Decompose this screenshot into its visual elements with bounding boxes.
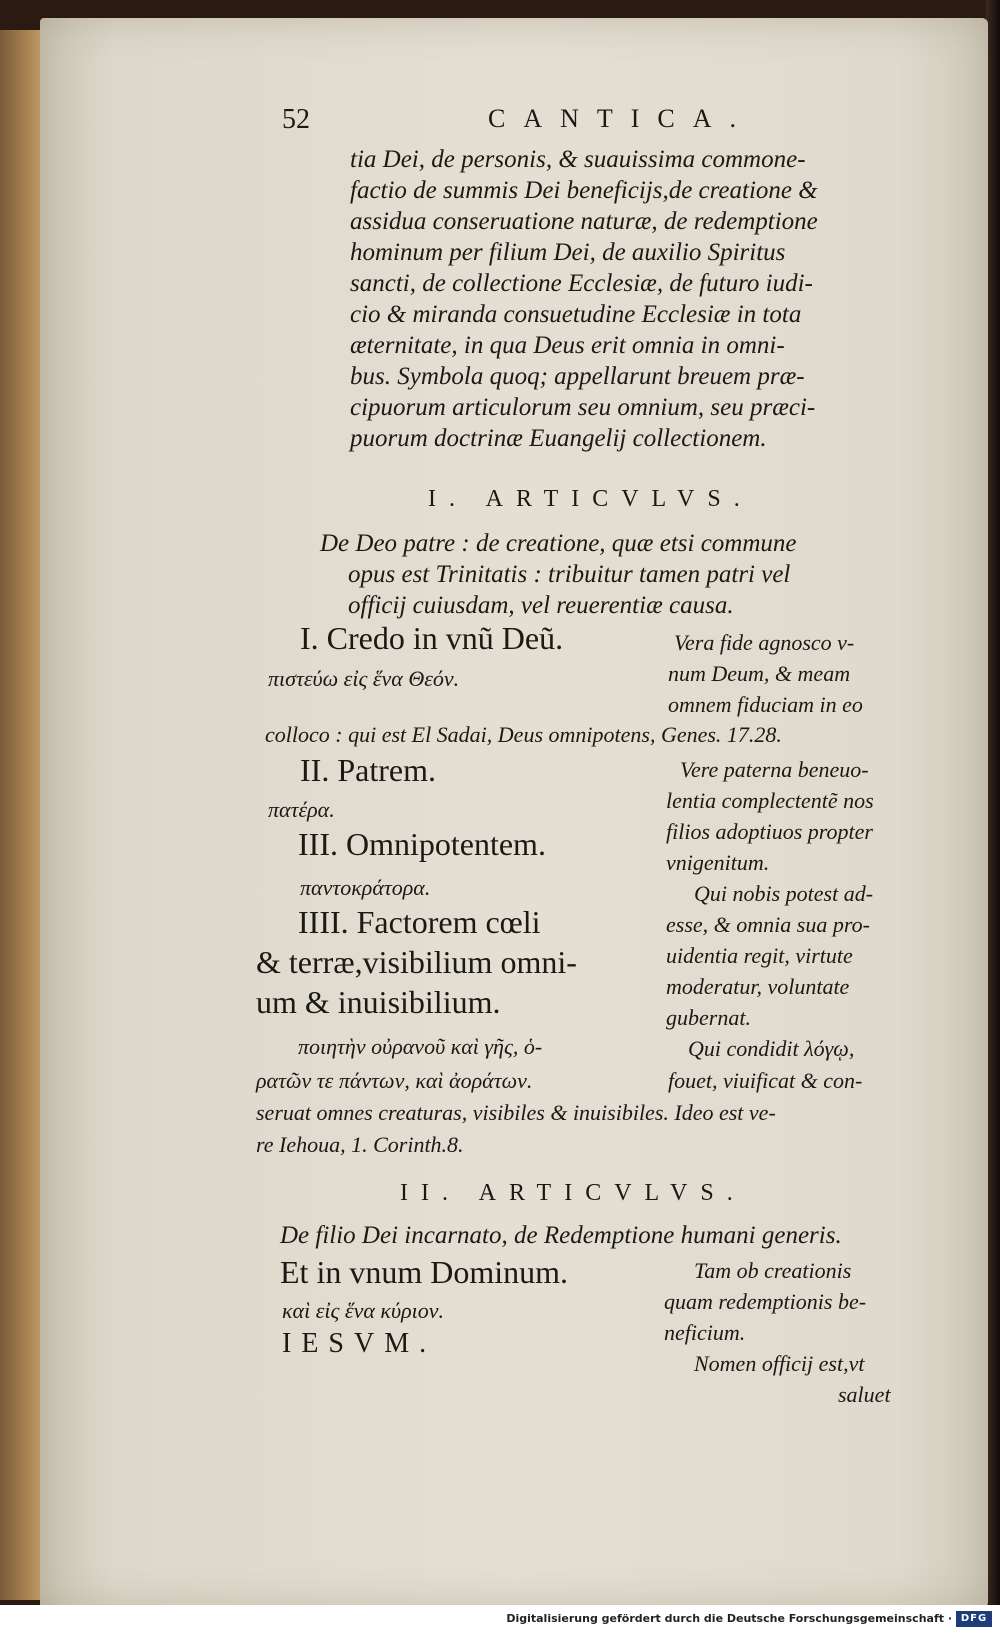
gloss-line: vnigenitum. bbox=[666, 850, 770, 875]
article-2-summary: De filio Dei incarnato, de Redemptione humani generis. bbox=[280, 1222, 842, 1249]
digitization-footer bbox=[0, 1605, 1000, 1635]
page-number: 52 bbox=[282, 104, 310, 135]
intro-line: sancti, de collectione Ecclesiæ, de futuro iudi- bbox=[350, 270, 813, 297]
gloss-line: Nomen officij est,vt bbox=[694, 1351, 865, 1376]
gloss-line: filios adoptiuos propter bbox=[666, 819, 873, 844]
gloss-line: Qui condidit λόγῳ, bbox=[688, 1036, 855, 1061]
creed-patrem: II. Patrem. bbox=[300, 752, 436, 788]
creed-credo-greek: πιστεύω εἰς ἕνα Θεόν. bbox=[268, 666, 460, 691]
article-1-heading: I. ARTICVLVS. bbox=[428, 486, 753, 512]
dfg-logo: DFG bbox=[956, 1611, 992, 1627]
creed-patrem-greek: πατέρα. bbox=[268, 797, 335, 822]
article-1-summary: De Deo patre : de creatione, quæ etsi commune bbox=[320, 530, 797, 557]
creed-factorem-greek: ποιητὴν οὐρανοῦ καὶ γῆς, ὁ- bbox=[298, 1034, 543, 1059]
intro-line: cio & miranda consuetudine Ecclesiæ in tota bbox=[350, 301, 802, 328]
intro-line: æternitate, in qua Deus erit omnia in omni- bbox=[350, 332, 785, 359]
intro-line: puorum doctrinæ Euangelij collectionem. bbox=[350, 425, 767, 452]
creed-iesum: IESVM. bbox=[282, 1328, 437, 1359]
gloss-line: neficium. bbox=[664, 1320, 746, 1345]
intro-line: tia Dei, de personis, & suauissima commone- bbox=[350, 146, 806, 173]
creed-et-in-unum: Et in vnum Dominum. bbox=[280, 1254, 568, 1290]
article-1-summary: officij cuiusdam, vel reuerentiæ causa. bbox=[348, 592, 734, 619]
gloss-line: num Deum, & meam bbox=[668, 661, 851, 686]
creed-et-in-unum-greek: καὶ εἰς ἕνα κύριον. bbox=[282, 1298, 445, 1323]
gloss-line: omnem fiduciam in eo bbox=[668, 692, 863, 717]
gloss-line: Qui nobis potest ad- bbox=[694, 881, 874, 906]
creed-factorem: IIII. Factorem cœli bbox=[298, 904, 541, 940]
creed-factorem-greek: ρατῶν τε πάντων, καὶ ἀοράτων. bbox=[256, 1068, 533, 1093]
intro-line: hominum per filium Dei, de auxilio Spiritus bbox=[350, 239, 786, 266]
gloss-continuation: seruat omnes creaturas, visibiles & inuisibiles. Ideo est ve- bbox=[256, 1100, 776, 1125]
article-1-summary: opus est Trinitatis : tribuitur tamen patri vel bbox=[348, 561, 791, 588]
creed-omnipotentem: III. Omnipotentem. bbox=[298, 826, 546, 862]
gloss-line: uidentia regit, virtute bbox=[666, 943, 853, 968]
gloss-line: quam redemptionis be- bbox=[664, 1289, 867, 1314]
gloss-line: moderatur, voluntate bbox=[666, 974, 850, 999]
intro-line: factio de summis Dei beneficijs,de creatione & bbox=[350, 177, 818, 204]
gloss-continuation: colloco : qui est El Sadai, Deus omnipotens, Genes. 17.28. bbox=[265, 722, 782, 747]
creed-omnipotentem-greek: παντοκράτορα. bbox=[300, 875, 431, 900]
footer-credit: Digitalisierung gefördert durch die Deutsche Forschungsgemeinschaft · bbox=[506, 1612, 952, 1625]
gloss-line: Vera fide agnosco v- bbox=[674, 630, 855, 655]
running-head: CANTICA. bbox=[488, 104, 755, 133]
gloss-line: saluet bbox=[838, 1382, 891, 1407]
gloss-line: Tam ob creationis bbox=[694, 1258, 852, 1283]
page-edge-shadow bbox=[986, 0, 1000, 1635]
intro-line: cipuorum articulorum seu omnium, seu præci- bbox=[350, 394, 816, 421]
gloss-line: esse, & omnia sua pro- bbox=[666, 912, 870, 937]
intro-line: assidua conseruatione naturæ, de redemptione bbox=[350, 208, 818, 235]
creed-factorem: & terræ,visibilium omni- bbox=[256, 944, 577, 980]
gloss-line: Vere paterna beneuo- bbox=[680, 757, 869, 782]
gloss-line: lentia complectentẽ nos bbox=[666, 788, 874, 813]
creed-credo: I. Credo in vnũ Deũ. bbox=[300, 620, 564, 656]
article-2-heading: II. ARTICVLVS. bbox=[400, 1180, 746, 1206]
gloss-line: fouet, viuificat & con- bbox=[668, 1068, 863, 1093]
gloss-continuation: re Iehoua, 1. Corinth.8. bbox=[256, 1132, 464, 1157]
gloss-line: gubernat. bbox=[666, 1005, 751, 1030]
creed-factorem: um & inuisibilium. bbox=[256, 984, 501, 1020]
intro-line: bus. Symbola quoq; appellarunt breuem præ- bbox=[350, 363, 805, 390]
